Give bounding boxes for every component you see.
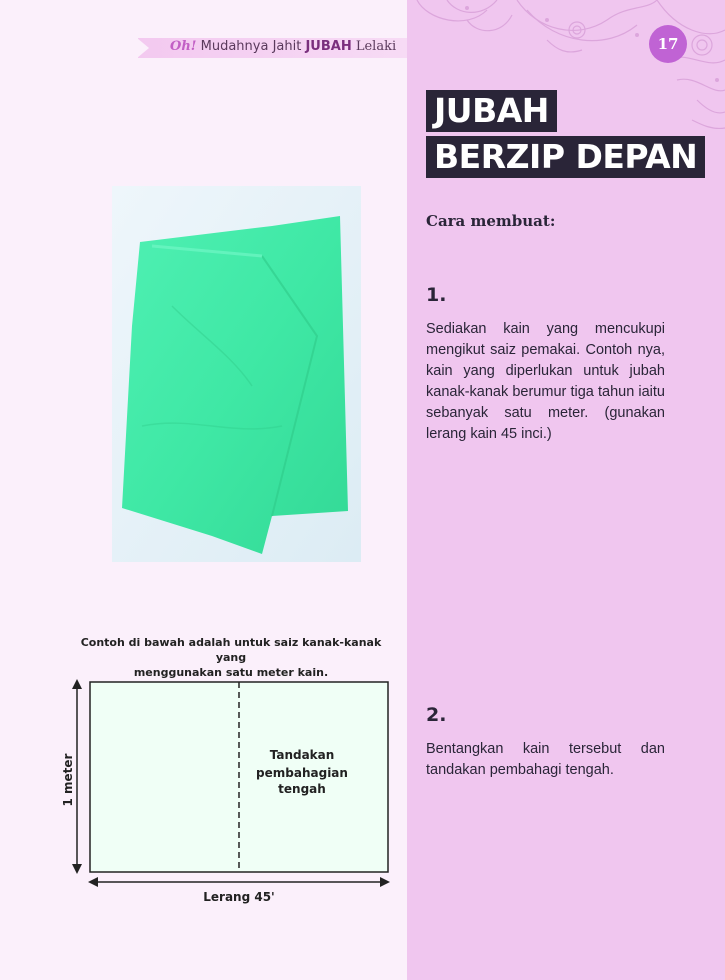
ribbon-chevron <box>137 38 149 58</box>
center-label-line-3: tengah <box>278 782 326 796</box>
page-number: 17 <box>657 35 679 53</box>
running-header <box>170 39 396 54</box>
vertical-arrowhead-bottom <box>72 864 82 874</box>
title-line-2: BERZIP DEPAN <box>426 136 705 178</box>
vertical-arrowhead-top <box>72 679 82 689</box>
fabric-photo <box>112 186 361 562</box>
horizontal-arrowhead-right <box>380 877 390 887</box>
header-title-emphasis: JUBAH <box>305 39 352 54</box>
step-2-number: 2. <box>426 704 447 726</box>
center-label-line-2: pembahagian <box>256 766 348 780</box>
horizontal-label: Lerang 45' <box>203 890 275 904</box>
title-line-1: JUBAH <box>426 90 557 132</box>
header-oh: Oh! <box>170 39 197 54</box>
header-title-suffix: Lelaki <box>355 39 397 54</box>
diagram-caption <box>64 635 398 680</box>
center-label-line-1: Tandakan <box>269 748 335 762</box>
cutting-diagram <box>55 675 405 910</box>
caption-line-2: menggunakan satu meter kain. <box>133 666 329 679</box>
section-heading: Cara membuat: <box>426 212 556 230</box>
step-2-text: Bentangkan kain tersebut dan tandakan pembahagi tengah. <box>426 741 665 778</box>
step-1-number: 1. <box>426 284 447 306</box>
header-title-prefix: Mudahnya Jahit <box>200 39 302 54</box>
page-number-badge <box>649 25 687 63</box>
horizontal-arrowhead-left <box>88 877 98 887</box>
caption-line-1: Contoh di bawah adalah untuk saiz kanak-kanak yang <box>80 636 382 664</box>
vertical-label: 1 meter <box>61 753 75 807</box>
step-1-text: Sediakan kain yang mencukupi mengikut saiz pemakai. Contoh nya, kain yang diperlukan untuk jubah kanak-kanak berumur tiga tahun iaitu sebanyak satu meter. (gunakan lerang kain 45 inci.) <box>426 321 665 442</box>
